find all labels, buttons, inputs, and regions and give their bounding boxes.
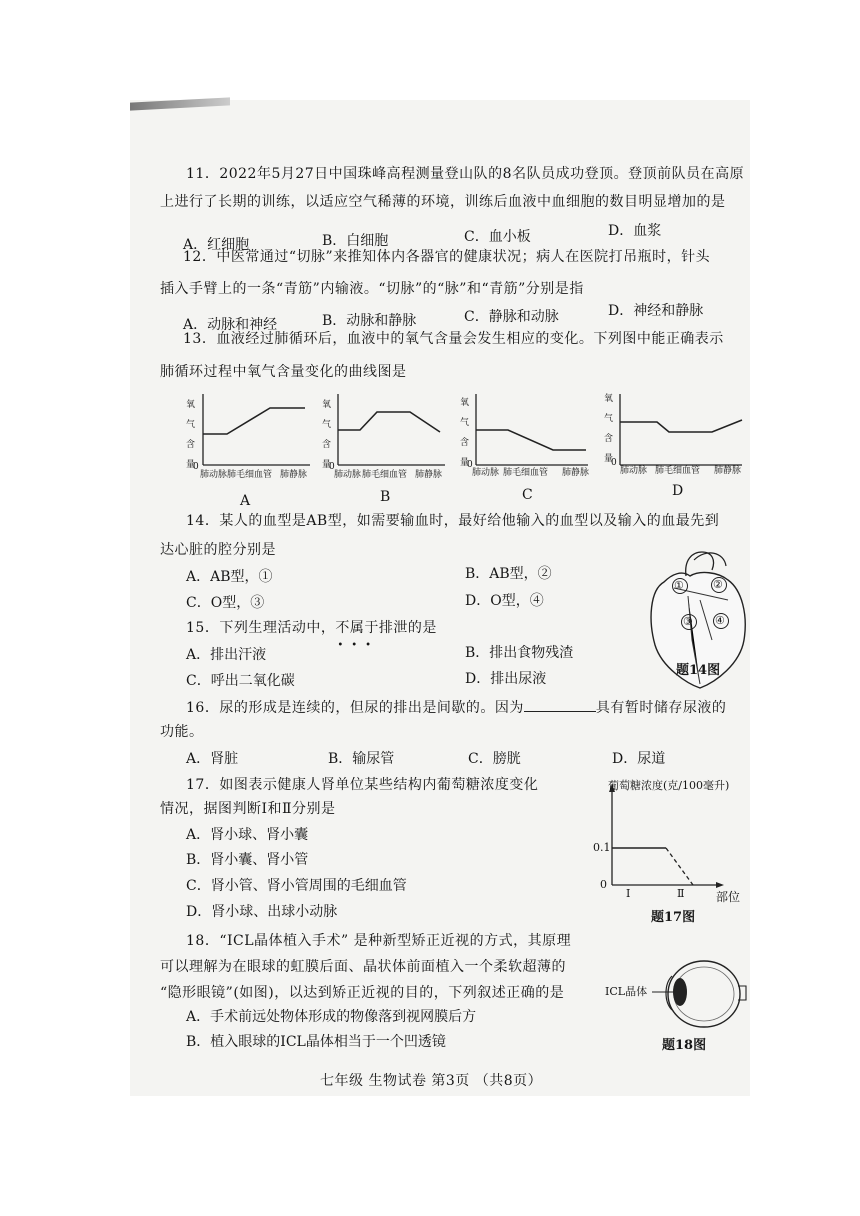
q14-option-d: D．O型，④ [465, 593, 544, 609]
graph-b-origin: 0 [329, 462, 335, 472]
eye-diagram [652, 961, 746, 1027]
q18-line3: “隐形眼镜”(如图)，以达到矫正近视的目的，下列叙述正确的是 [160, 985, 565, 1001]
graph-a-origin: 0 [193, 462, 199, 472]
graph-b-x2: 肺毛细血管 [362, 470, 408, 480]
q15-option-b: B．排出食物残渣 [465, 645, 574, 661]
q11-option-a: A．红细胞 [183, 237, 250, 253]
q14-option-c: C．O型，③ [186, 595, 265, 611]
graph-a-x1: 肺动脉 [200, 470, 228, 480]
q11-option-c: C．血小板 [464, 229, 531, 245]
q12-option-d: D．神经和静脉 [608, 303, 704, 319]
q17-line1: 17．如图表示健康人肾单位某些结构内葡萄糖浓度变化 [186, 777, 539, 793]
graph-d-x2: 肺毛细血管 [655, 466, 701, 476]
graph-a-x3: 肺静脉 [280, 470, 308, 480]
q15-stem [186, 619, 437, 651]
q16-option-c: C．膀胱 [468, 751, 521, 767]
graph-d-letter: D [672, 483, 684, 499]
q11-option-d: D．血浆 [608, 223, 662, 239]
q15-option-c: C．呼出二氧化碳 [186, 673, 295, 689]
q17-y-tick: 0.1 [593, 841, 611, 854]
q17-option-a: A．肾小球、肾小囊 [186, 827, 309, 843]
q14-option-a: A．AB型，① [186, 569, 273, 585]
graph-c-letter: C [522, 487, 533, 503]
q12-option-a: A．动脉和神经 [183, 317, 278, 333]
q17-x-tick-1: Ⅰ [626, 887, 631, 900]
q13-graph-a [203, 394, 310, 465]
q16-prefix: 16．尿的形成是连续的，但尿的排出是间歇的。因为 [186, 700, 524, 716]
graph-c-x1: 肺动脉 [472, 468, 500, 478]
q13-graph-c [476, 394, 588, 465]
q12-option-b: B．动脉和静脉 [322, 313, 417, 329]
graph-d-origin: 0 [611, 458, 617, 468]
q15-prefix: 15．下列生理活动中， [186, 620, 336, 636]
graph-c-x3: 肺静脉 [562, 468, 590, 478]
q12-line1: 12．中医常通过“切脉”来推知体内各器官的健康状况；病人在医院打吊瓶时，针头 [183, 249, 711, 265]
q15-emphasis: 不属于 ••• [335, 620, 380, 651]
graph-c-x2: 肺毛细血管 [503, 468, 549, 478]
graph-d-x3: 肺静脉 [714, 466, 742, 476]
q11-line1: 11．2022年5月27日中国珠峰高程测量登山队的8名队员成功登顶。登顶前队员在高原 [186, 166, 745, 182]
q14-option-b: B．AB型，② [465, 566, 552, 582]
graph-b-letter: B [380, 489, 391, 505]
q17-caption: 题17图 [651, 910, 696, 925]
q17-option-b: B．肾小囊、肾小管 [186, 852, 309, 868]
graph-a-ylabel: 氧 气 含 量 [186, 400, 196, 470]
graph-b-x3: 肺静脉 [415, 470, 443, 480]
graph-d-ylabel: 氧 气 含 量 [604, 394, 614, 464]
q15-option-d: D．排出尿液 [465, 671, 547, 687]
graph-a-x2: 肺毛细血管 [227, 470, 273, 480]
q17-line2: 情况，据图判断Ⅰ和Ⅱ分别是 [160, 801, 336, 817]
q11-line2: 上进行了长期的训练，以适应空气稀薄的环境，训练后血液中血细胞的数目明显增加的是 [160, 194, 726, 210]
q11-option-b: B．白细胞 [322, 233, 389, 249]
q17-chart [609, 784, 724, 888]
q12-option-c: C．静脉和动脉 [464, 309, 559, 325]
q13-graph-d [620, 394, 742, 465]
q17-origin: 0 [600, 878, 607, 891]
q16-line1 [186, 699, 726, 717]
heart-label-4: ④ [715, 614, 725, 627]
heart-label-3: ③ [683, 615, 693, 628]
q18-icl-label: ICL晶体 [605, 985, 648, 998]
q13-graph-b [338, 394, 445, 465]
graph-c-ylabel: 氧 气 含 量 [460, 398, 470, 468]
q13-line2: 肺循环过程中氧气含量变化的曲线图是 [160, 364, 407, 380]
q17-xlabel: 部位 [716, 890, 741, 904]
q16-option-d: D．尿道 [612, 751, 666, 767]
q18-option-a: A．手术前远处物体形成的物像落到视网膜后方 [186, 1009, 477, 1025]
q17-x-tick-2: Ⅱ [677, 887, 685, 900]
q14-line2: 达心脏的腔分别是 [160, 542, 276, 558]
q16-option-b: B．输尿管 [328, 751, 395, 767]
q18-line1: 18．“ICL晶体植入手术” 是种新型矫正近视的方式，其原理 [186, 933, 572, 949]
q18-caption: 题18图 [662, 1038, 707, 1053]
graph-b-x1: 肺动脉 [334, 470, 362, 480]
heart-label-1: ① [674, 579, 684, 592]
q16-line2: 功能。 [160, 724, 204, 740]
graph-c-origin: 0 [467, 460, 473, 470]
q17-chart-title: 葡萄糖浓度(克/100毫升) [608, 779, 730, 792]
q15-suffix: 排泄的是 [378, 620, 437, 636]
q18-option-b: B．植入眼球的ICL晶体相当于一个凹透镜 [186, 1034, 446, 1050]
graph-b-ylabel: 氧 气 含 量 [322, 400, 332, 470]
graph-d-x1: 肺动脉 [620, 466, 648, 476]
q14-line1: 14．某人的血型是AB型，如需要输血时，最好给他输入的血型以及输入的血最先到 [186, 513, 720, 529]
q18-line2: 可以理解为在眼球的虹膜后面、晶状体前面植入一个柔软超薄的 [160, 959, 566, 975]
q15-option-a: A．排出汗液 [186, 647, 267, 663]
q17-option-d: D．肾小球、出球小动脉 [186, 904, 338, 920]
q12-line2: 插入手臂上的一条“青筋”内输液。“切脉”的“脉”和“青筋”分别是指 [160, 281, 584, 297]
q16-blank [524, 699, 596, 712]
page-footer: 七年级 生物试卷 第3页 （共8页） [320, 1073, 543, 1089]
q14-caption: 题14图 [676, 663, 721, 678]
q16-suffix: 具有暂时储存尿液的 [595, 700, 727, 716]
graph-a-letter: A [240, 493, 251, 509]
q17-option-c: C．肾小管、肾小管周围的毛细血管 [186, 878, 407, 894]
q13-line1: 13．血液经过肺循环后，血液中的氧气含量会发生相应的变化。下列图中能正确表示 [183, 331, 724, 347]
heart-label-2: ② [713, 578, 723, 591]
q17-series-dashed [666, 848, 693, 885]
q16-option-a: A．肾脏 [186, 751, 239, 767]
